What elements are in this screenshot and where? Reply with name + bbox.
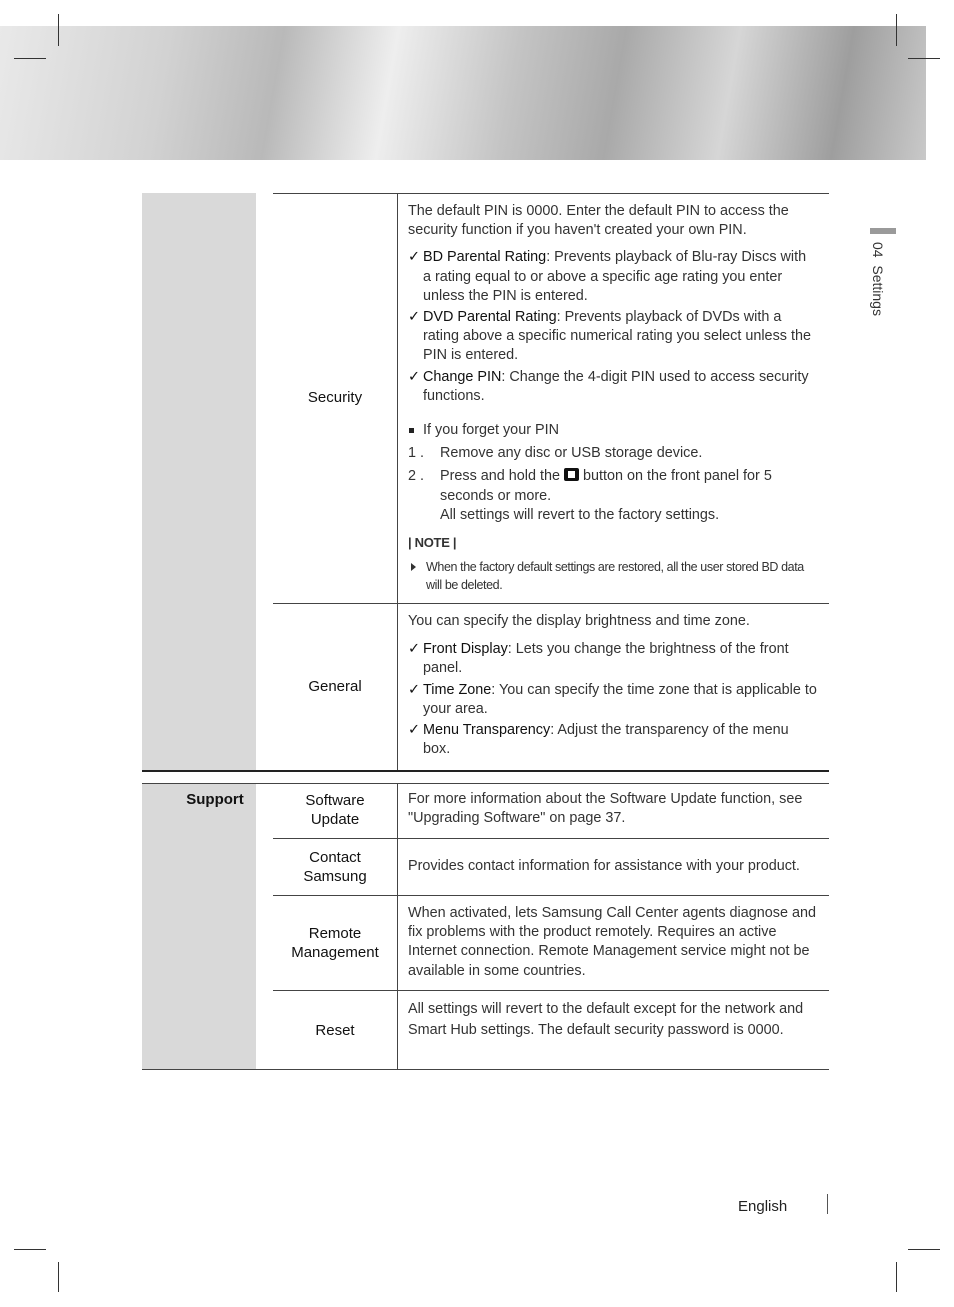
security-intro: The default PIN is 0000. Enter the default PIN to access the security function if you haven't created your own PIN. xyxy=(408,203,789,239)
check-icon: ✓ xyxy=(408,641,421,658)
reset-description: All settings will revert to the default except for the network and Smart Hub settings. The default security password is 0000. xyxy=(408,1001,804,1038)
table-rule xyxy=(273,603,829,604)
general-description xyxy=(408,612,818,759)
option-front-display: ✓ Front Display: Lets you change the brightness of the front panel. xyxy=(408,641,789,677)
software-update-description: For more information about the Software Update function, see "Upgrading Software" on page 37. xyxy=(408,791,803,827)
support-category-label: Support xyxy=(186,791,244,808)
table-rule xyxy=(273,838,829,839)
software-update-label: Software Update xyxy=(305,792,365,828)
option-time-zone: ✓ Time Zone: You can specify the time zone that is applicable to your area. xyxy=(408,681,817,717)
table-rule xyxy=(142,1069,829,1070)
footer-language: English xyxy=(738,1198,788,1215)
crop-mark xyxy=(908,58,940,59)
category-column-support xyxy=(142,784,256,1069)
security-description xyxy=(408,202,818,594)
option-bd-parental-rating: ✓ BD Parental Rating: Prevents playback of Blu-ray Discs with a rating equal to or above a specific age rating you enter unless the PIN is entered. xyxy=(408,249,807,304)
note-title: | NOTE | xyxy=(408,535,457,551)
table-rule xyxy=(273,193,829,194)
header-banner xyxy=(0,26,926,160)
crop-mark xyxy=(14,58,46,59)
triangle-bullet-icon xyxy=(411,563,416,571)
crop-mark xyxy=(58,1262,59,1292)
table-rule xyxy=(142,783,829,784)
check-icon: ✓ xyxy=(408,681,421,698)
chapter-tab-bar xyxy=(870,228,896,234)
crop-mark xyxy=(58,14,59,46)
security-label: Security xyxy=(307,389,363,406)
general-intro: You can specify the display brightness and time zone. xyxy=(408,613,750,629)
remote-management-label: Remote Management xyxy=(291,925,379,961)
chapter-tab xyxy=(868,228,898,348)
general-label: General xyxy=(308,678,362,695)
option-change-pin: ✓ Change PIN: Change the 4-digit PIN used to access security functions. xyxy=(408,368,809,404)
option-dvd-parental-rating: ✓ DVD Parental Rating: Prevents playback of DVDs with a rating above a specific numerical rating you select unless the PIN is entered. xyxy=(408,309,811,364)
crop-mark xyxy=(896,14,897,46)
footer-divider xyxy=(827,1194,828,1214)
column-divider xyxy=(397,784,398,1069)
category-column-upper xyxy=(142,193,256,770)
check-icon: ✓ xyxy=(408,309,421,326)
crop-mark xyxy=(896,1262,897,1292)
step-2: 2 . Press and hold the button on the front panel for 5 seconds or more. All settings will revert to the factory settings. xyxy=(408,468,772,523)
remote-management-description: When activated, lets Samsung Call Center agents diagnose and fix problems with the product remotely. Requires an active Internet connection. Remote Management service might not be available in some countries. xyxy=(408,905,816,979)
chapter-tab-text xyxy=(870,242,886,316)
step-1: 1 . Remove any disc or USB storage device. xyxy=(408,445,703,462)
section-divider xyxy=(142,770,829,772)
forgot-pin-heading: If you forget your PIN xyxy=(408,421,818,440)
chapter-number: 04 xyxy=(870,242,886,258)
contact-samsung-description: Provides contact information for assistance with your product. xyxy=(408,858,800,874)
square-bullet-icon xyxy=(409,428,414,433)
note-text: When the factory default settings are restored, all the user stored BD data will be deleted. xyxy=(408,558,818,594)
check-icon: ✓ xyxy=(408,249,421,266)
check-icon: ✓ xyxy=(408,368,421,385)
crop-mark xyxy=(908,1249,940,1250)
chapter-title: Settings xyxy=(870,265,886,316)
option-menu-transparency: ✓ Menu Transparency: Adjust the transparency of the menu box. xyxy=(408,722,789,758)
crop-mark xyxy=(14,1249,46,1250)
column-divider xyxy=(397,193,398,770)
contact-samsung-label: Contact Samsung xyxy=(303,849,367,885)
check-icon: ✓ xyxy=(408,722,421,739)
stop-button-icon xyxy=(564,468,579,481)
table-rule xyxy=(273,895,829,896)
table-rule xyxy=(273,990,829,991)
reset-label: Reset xyxy=(315,1022,355,1039)
